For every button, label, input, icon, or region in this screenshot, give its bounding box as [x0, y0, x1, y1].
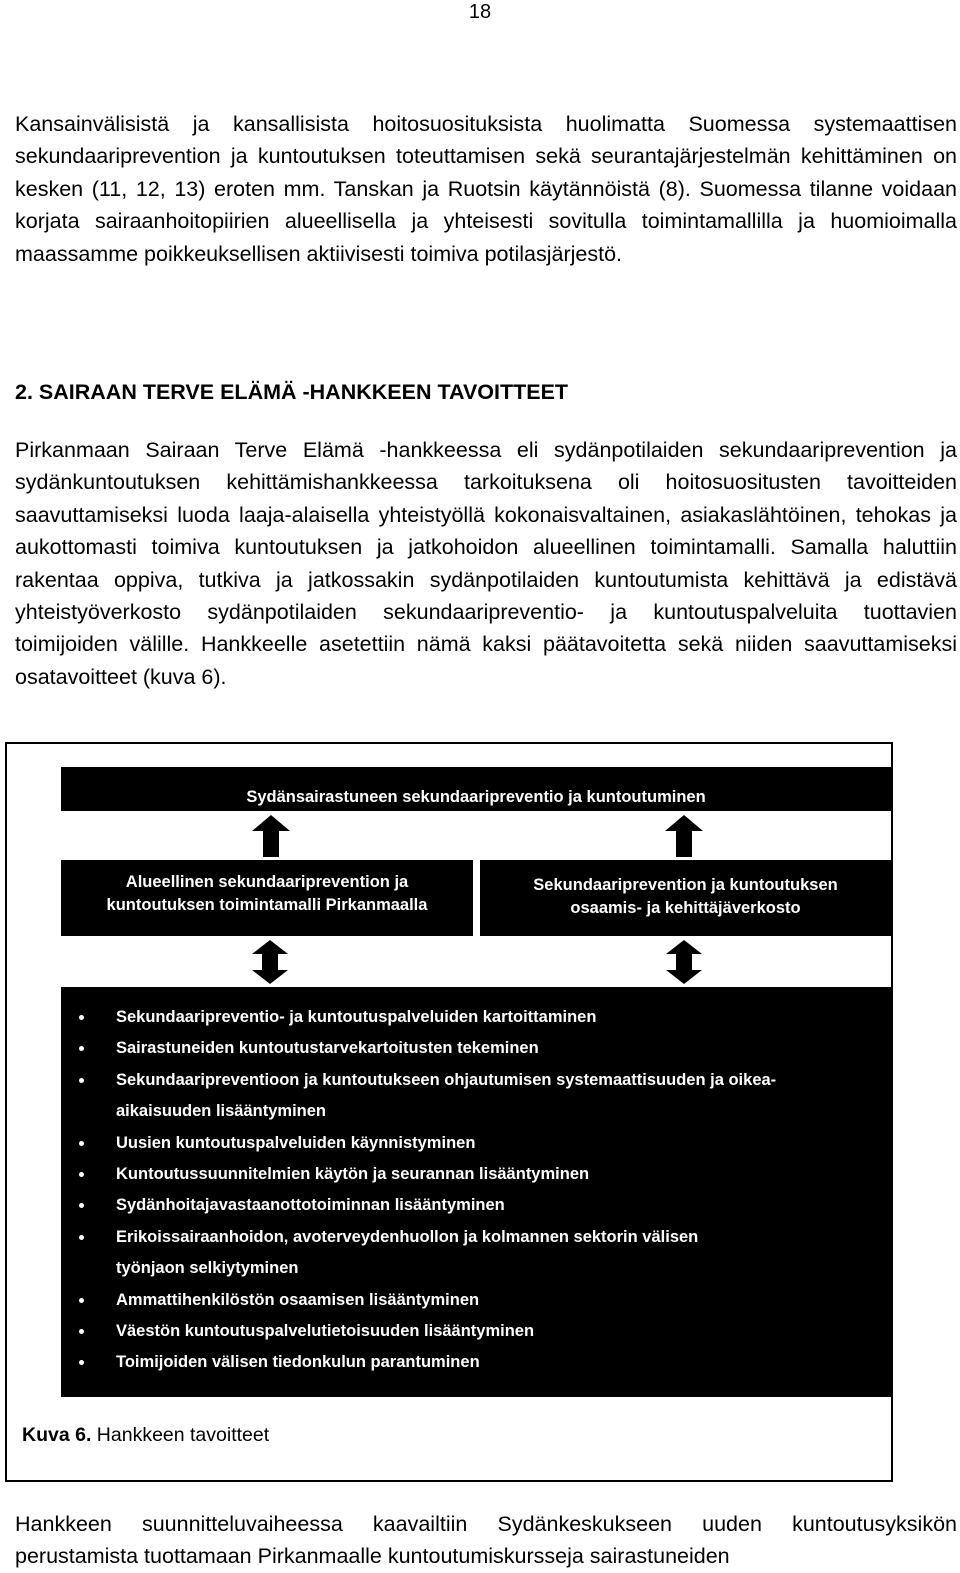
- top-goal-box: [61, 767, 891, 811]
- main-goal-line: Alueellinen sekundaariprevention ja: [125, 873, 409, 891]
- list-item: Sekundaaripreventio- ja kuntoutuspalveluiden kartoittaminen: [61, 1002, 891, 1033]
- list-item: Sekundaaripreventioon ja kuntoutukseen ohjautumisen systemaattisuuden ja oikea-aikaisuuden lisääntyminen: [61, 1065, 796, 1128]
- main-goal-line: osaamis- ja kehittäjäverkosto: [570, 899, 801, 917]
- sub-goals-box: [61, 987, 891, 1397]
- caption-text: Hankkeen tavoitteet: [91, 1424, 270, 1446]
- list-item: Sairastuneiden kuntoutustarvekartoitusten tekeminen: [61, 1033, 891, 1064]
- figure-caption: [22, 1422, 269, 1448]
- section-heading: 2. SAIRAAN TERVE ELÄMÄ -HANKKEEN TAVOITTEET: [15, 380, 569, 404]
- double-arrow-icon: [252, 940, 288, 984]
- caption-label: Kuva 6.: [22, 1424, 92, 1446]
- top-goal-label: Sydänsairastuneen sekundaaripreventio ja kuntoutuminen: [246, 788, 706, 806]
- list-item: Erikoissairaanhoidon, avoterveydenhuollon ja kolmannen sektorin välisen työnjaon selkiytyminen: [61, 1222, 766, 1285]
- main-goal-box-network: [480, 860, 891, 936]
- list-item: Väestön kuntoutuspalvelutietoisuuden lisääntyminen: [61, 1316, 891, 1347]
- main-goal-box-regional-model: [61, 860, 473, 936]
- list-item: Toimijoiden välisen tiedonkulun parantuminen: [61, 1347, 891, 1378]
- intro-paragraph: Kansainvälisistä ja kansallisista hoitosuosituksista huolimatta Suomessa systemaattisen sekundaariprevention ja kuntoutuksen toteuttamisen sekä seurantajärjestelmän kehittäminen on kesken (11, 12, 13) eroten mm. Tanskan ja Ruotsin käytännöistä (8). Suomessa tilanne voidaan korjata sairaanhoitopiirien alueellisella ja yhteisesti sovitulla toimintamallilla ja huomioimalla maassamme poikkeuksellisen aktiivisesti toimiva potilasjärjestö.: [15, 112, 957, 266]
- closing-paragraph: Hankkeen suunnitteluvaiheessa kaavailtiin Sydänkeskukseen uuden kuntoutusyksikön perustamista tuottamaan Pirkanmaalle kuntoutumiskursseja sairastuneiden: [15, 1512, 957, 1569]
- list-item: Uusien kuntoutuspalveluiden käynnistyminen: [61, 1128, 891, 1159]
- section-body-paragraph: Pirkanmaan Sairaan Terve Elämä -hankkeessa eli sydänpotilaiden sekundaariprevention ja sydänkuntoutuksen kehittämishankkeessa tarkoituksena oli hoitosuositusten tavoitteiden saavuttamiseksi luoda laaja-alaisella yhteistyöllä kokonaisvaltainen, asiakaslähtöinen, tehokas ja aukottomasti toimiva kuntoutuksen ja jatkohoidon alueellinen toimintamalli. Samalla haluttiin rakentaa oppiva, tutkiva ja jatkossakin sydänpotilaiden kuntoutumista kehittävä ja edistävä yhteistyöverkosto sydänpotilaiden sekundaaripreventio- ja kuntoutuspalveluita tuottavien toimijoiden välille. Hankkeelle asetettiin nämä kaksi päätavoitetta sekä niiden saavuttamiseksi osatavoitteet (kuva 6).: [15, 438, 957, 689]
- up-arrow-icon: [665, 815, 703, 857]
- list-item: Kuntoutussuunnitelmien käytön ja seurannan lisääntyminen: [61, 1159, 891, 1190]
- main-goal-line: Sekundaariprevention ja kuntoutuksen: [533, 876, 838, 894]
- list-item: Ammattihenkilöstön osaamisen lisääntyminen: [61, 1285, 891, 1316]
- double-arrow-icon: [666, 940, 702, 984]
- up-arrow-icon: [252, 815, 290, 857]
- main-goal-line: kuntoutuksen toimintamalli Pirkanmaalla: [106, 896, 428, 914]
- sub-goals-list: [61, 1002, 891, 1379]
- page-number: 18: [468, 1, 492, 23]
- list-item: Sydänhoitajavastaanottotoiminnan lisääntyminen: [61, 1190, 891, 1221]
